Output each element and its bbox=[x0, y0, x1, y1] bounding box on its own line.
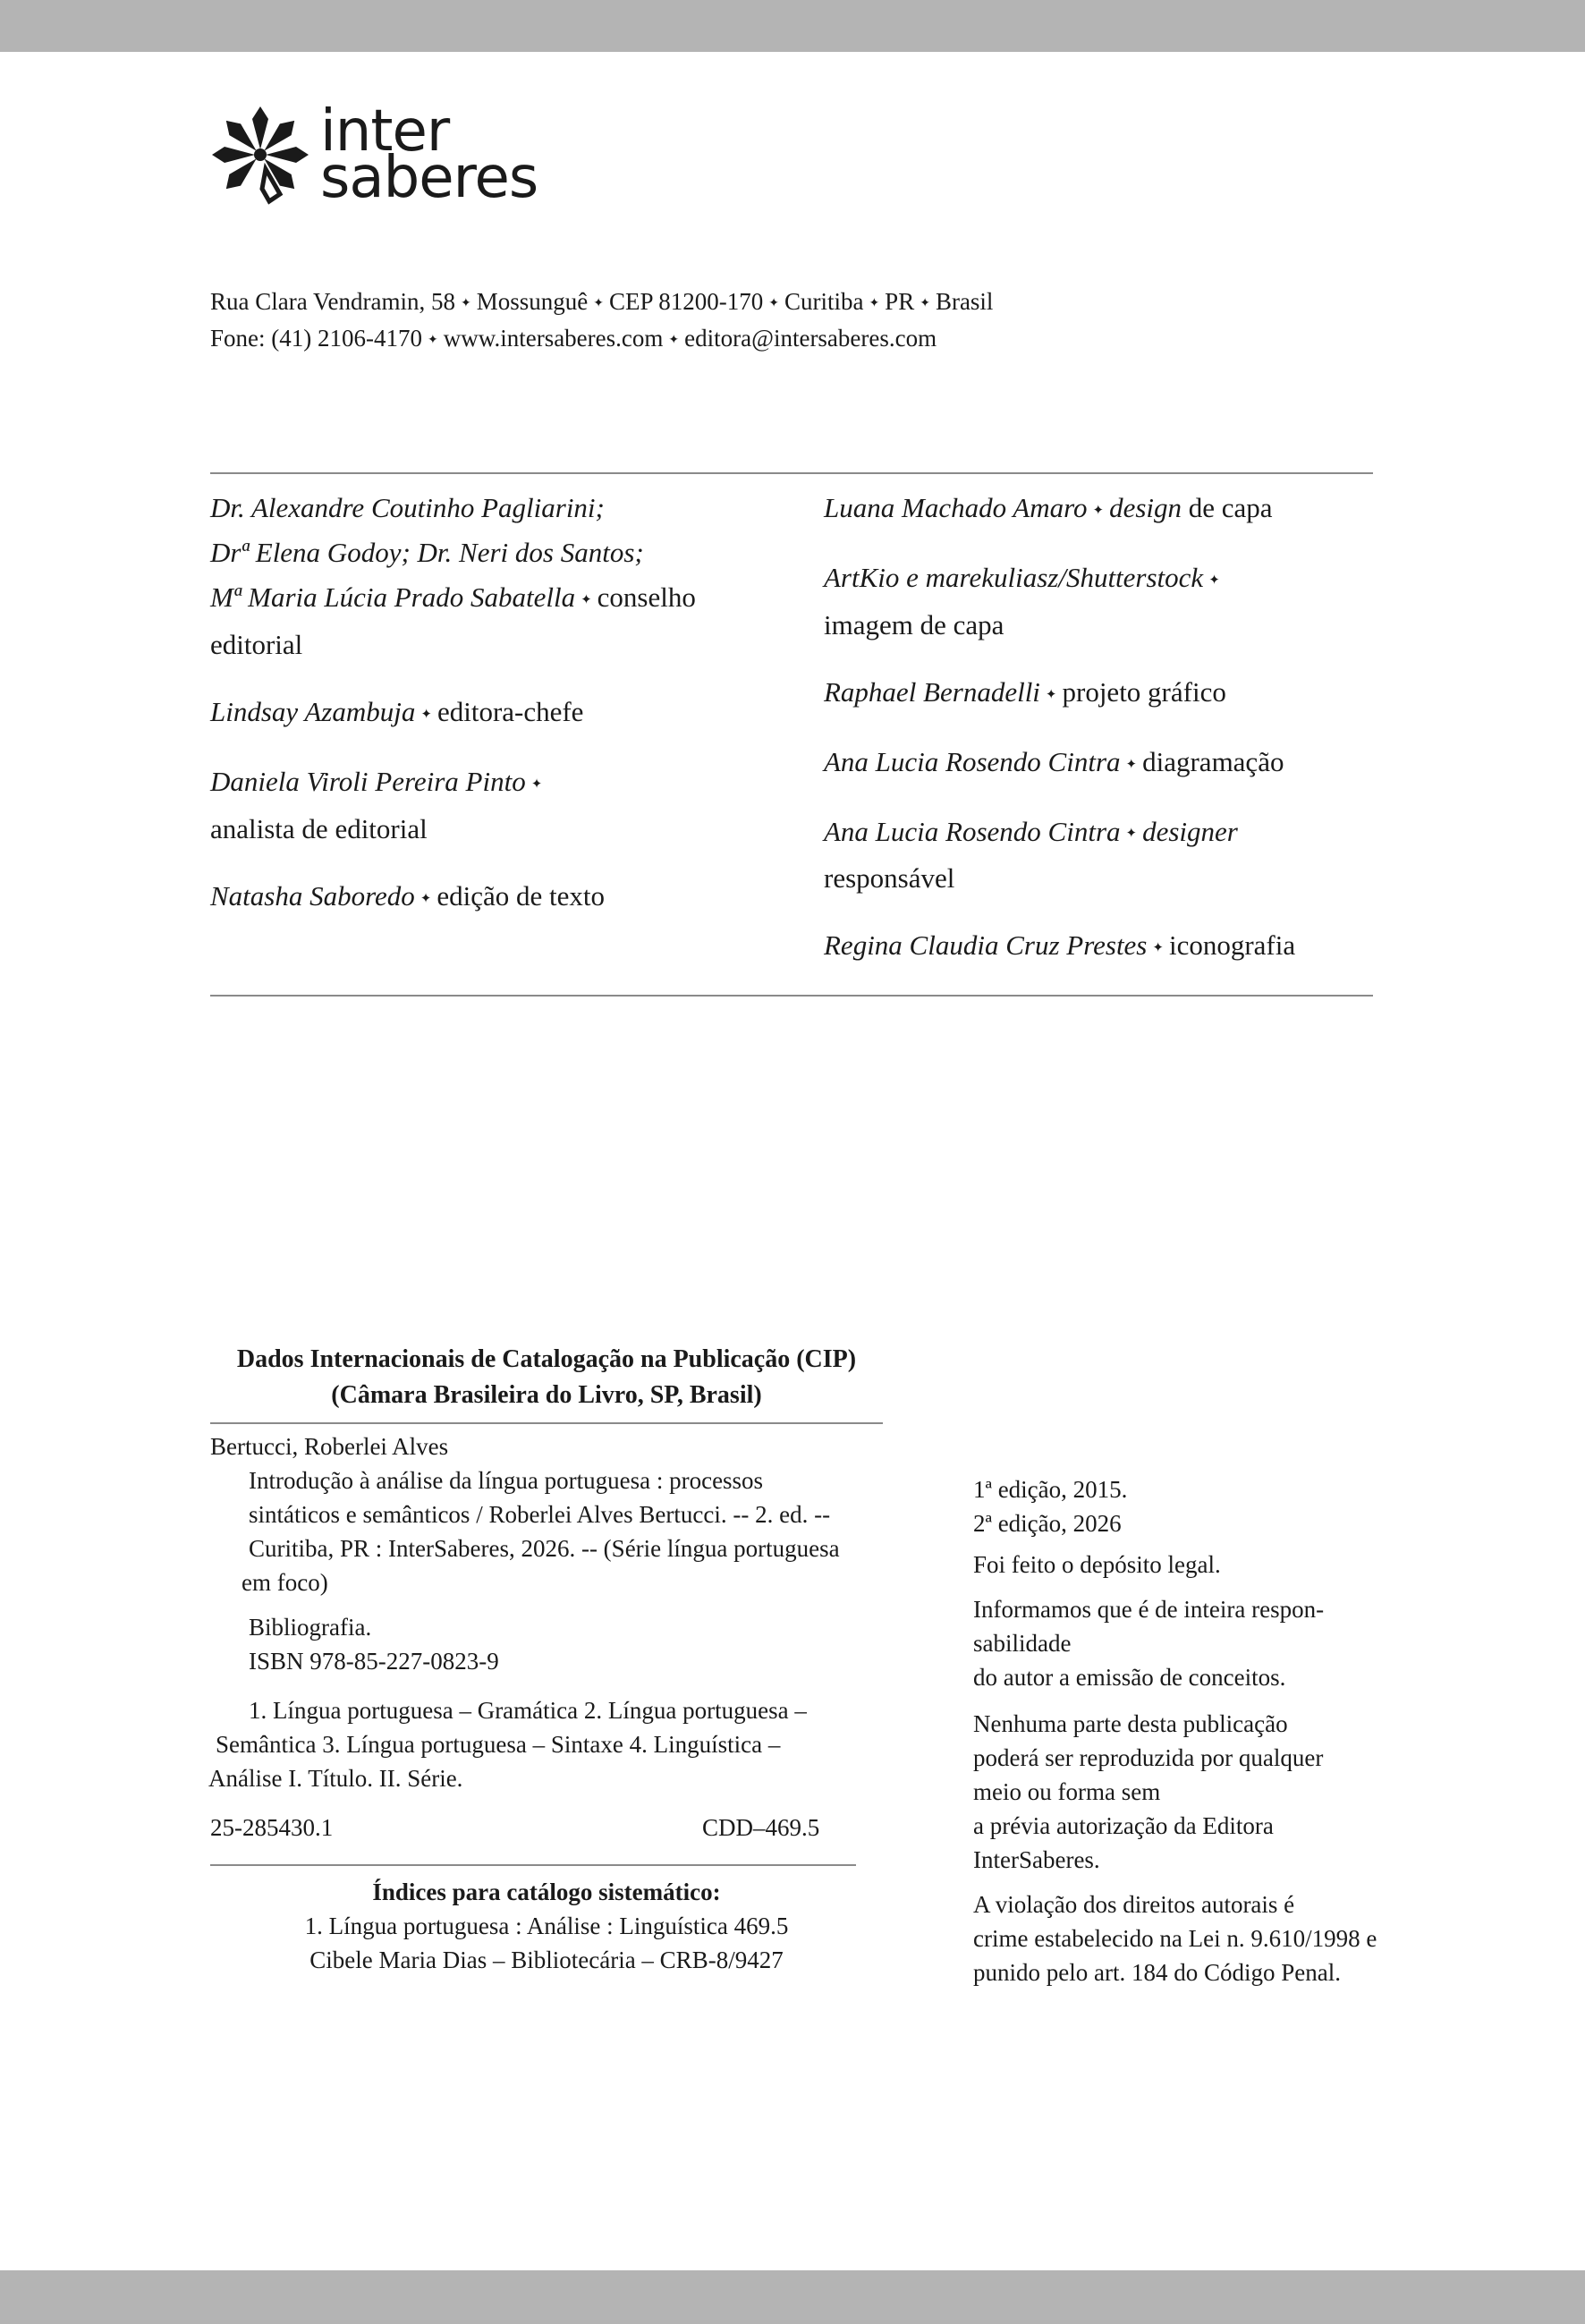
credit-editorial-analyst: Daniela Viroli Pereira Pinto ✦ analista de editorial bbox=[210, 765, 543, 844]
responsibility-note: Informamos que é de inteira respon- sabilidade do autor a emissão de conceitos. bbox=[973, 1596, 1325, 1691]
credit-layout: Ana Lucia Rosendo Cintra ✦ diagramação bbox=[824, 745, 1284, 777]
address-line-1: Rua Clara Vendramin, 58 ✦ Mossunguê ✦ CEP 81200-170 ✦ Curitiba ✦ PR ✦ Brasil bbox=[210, 288, 994, 315]
credits-left-column bbox=[210, 486, 783, 944]
credits-right-column bbox=[824, 486, 1373, 993]
credit-cover-image: ArtKio e marekuliasz/Shutterstock ✦ imagem de capa bbox=[824, 561, 1220, 640]
cip-control-number: 25-285430.1 bbox=[210, 1814, 334, 1841]
credits-top-divider bbox=[210, 472, 1373, 474]
cip-author: Bertucci, Roberlei Alves bbox=[210, 1433, 449, 1460]
publisher-address bbox=[210, 284, 993, 358]
address-line-2: Fone: (41) 2106-4170 ✦ www.intersaberes.com ✦ editora@intersaberes.com bbox=[210, 324, 937, 352]
cip-bibliography: Bibliografia. ISBN 978-85-227-0823-9 bbox=[249, 1614, 499, 1675]
logo-wordmark-bottom: saberes bbox=[320, 145, 538, 211]
logo-wordmark-top: inter bbox=[320, 98, 450, 165]
credit-editorial-board: Dr. Alexandre Coutinho Pagliarini; Drª Elena Godoy; Dr. Neri dos Santos; Mª Maria Lúcia Prado Sabatella ✦ conselho editorial bbox=[210, 492, 696, 660]
cip-heading: Dados Internacionais de Catalogação na Publicação (CIP) (Câmara Brasileira do Livro, SP, Brasil) bbox=[236, 1345, 857, 1409]
website-link[interactable]: www.intersaberes.com bbox=[443, 324, 664, 352]
reproduction-note: Nenhuma parte desta publicação poderá ser reproduzida por qualquer meio ou forma sem a prévia autorização da Editora InterSaberes. bbox=[973, 1710, 1324, 1873]
edition-info: 1ª edição, 2015. 2ª edição, 2026 bbox=[973, 1476, 1128, 1537]
cip-bottom-divider bbox=[210, 1864, 856, 1866]
credit-designer: Ana Lucia Rosendo Cintra ✦ designer responsável bbox=[824, 815, 1238, 895]
credit-iconography: Regina Claudia Cruz Prestes ✦ iconografia bbox=[824, 929, 1296, 962]
cip-cdd: CDD–469.5 bbox=[702, 1814, 820, 1841]
cip-description: Introdução à análise da língua portuguesa : processos sintáticos e semânticos / Roberlei Alves Bertucci. -- 2. ed. -- Curitiba, PR : InterSaberes, 2026. -- (Série língua portuguesa em foco) bbox=[242, 1467, 840, 1596]
publisher-logo bbox=[210, 98, 550, 257]
credit-graphic-project: Raphael Bernadelli ✦ projeto gráfico bbox=[824, 675, 1226, 708]
flower-emblem-icon bbox=[210, 105, 310, 205]
cip-subjects: 1. Língua portuguesa – Gramática 2. Língua portuguesa – Semântica 3. Língua portuguesa – Sintaxe 4. Linguística – Análise I. Título. II. Série. bbox=[208, 1697, 807, 1792]
scan-border-bottom bbox=[0, 2270, 1585, 2324]
cip-top-divider bbox=[210, 1422, 883, 1424]
credit-text-editing: Natasha Saboredo ✦ edição de texto bbox=[210, 879, 605, 912]
credit-chief-editor: Lindsay Azambuja ✦ editora-chefe bbox=[210, 695, 584, 727]
legal-deposit-note: Foi feito o depósito legal. bbox=[973, 1551, 1221, 1578]
credit-cover-design: Luana Machado Amaro ✦ design de capa bbox=[824, 492, 1273, 523]
copyright-law-note: A violação dos direitos autorais é crime estabelecido na Lei n. 9.610/1998 e punido pelo art. 184 do Código Penal. bbox=[973, 1891, 1377, 1986]
scan-border-top bbox=[0, 0, 1585, 52]
email-link[interactable]: editora@intersaberes.com bbox=[684, 324, 937, 352]
credits-bottom-divider bbox=[210, 995, 1373, 997]
cip-index: Índices para catálogo sistemático: 1. Língua portuguesa : Análise : Linguística 469.5 Cibele Maria Dias – Bibliotecária – CRB-8/9427 bbox=[304, 1879, 789, 1973]
